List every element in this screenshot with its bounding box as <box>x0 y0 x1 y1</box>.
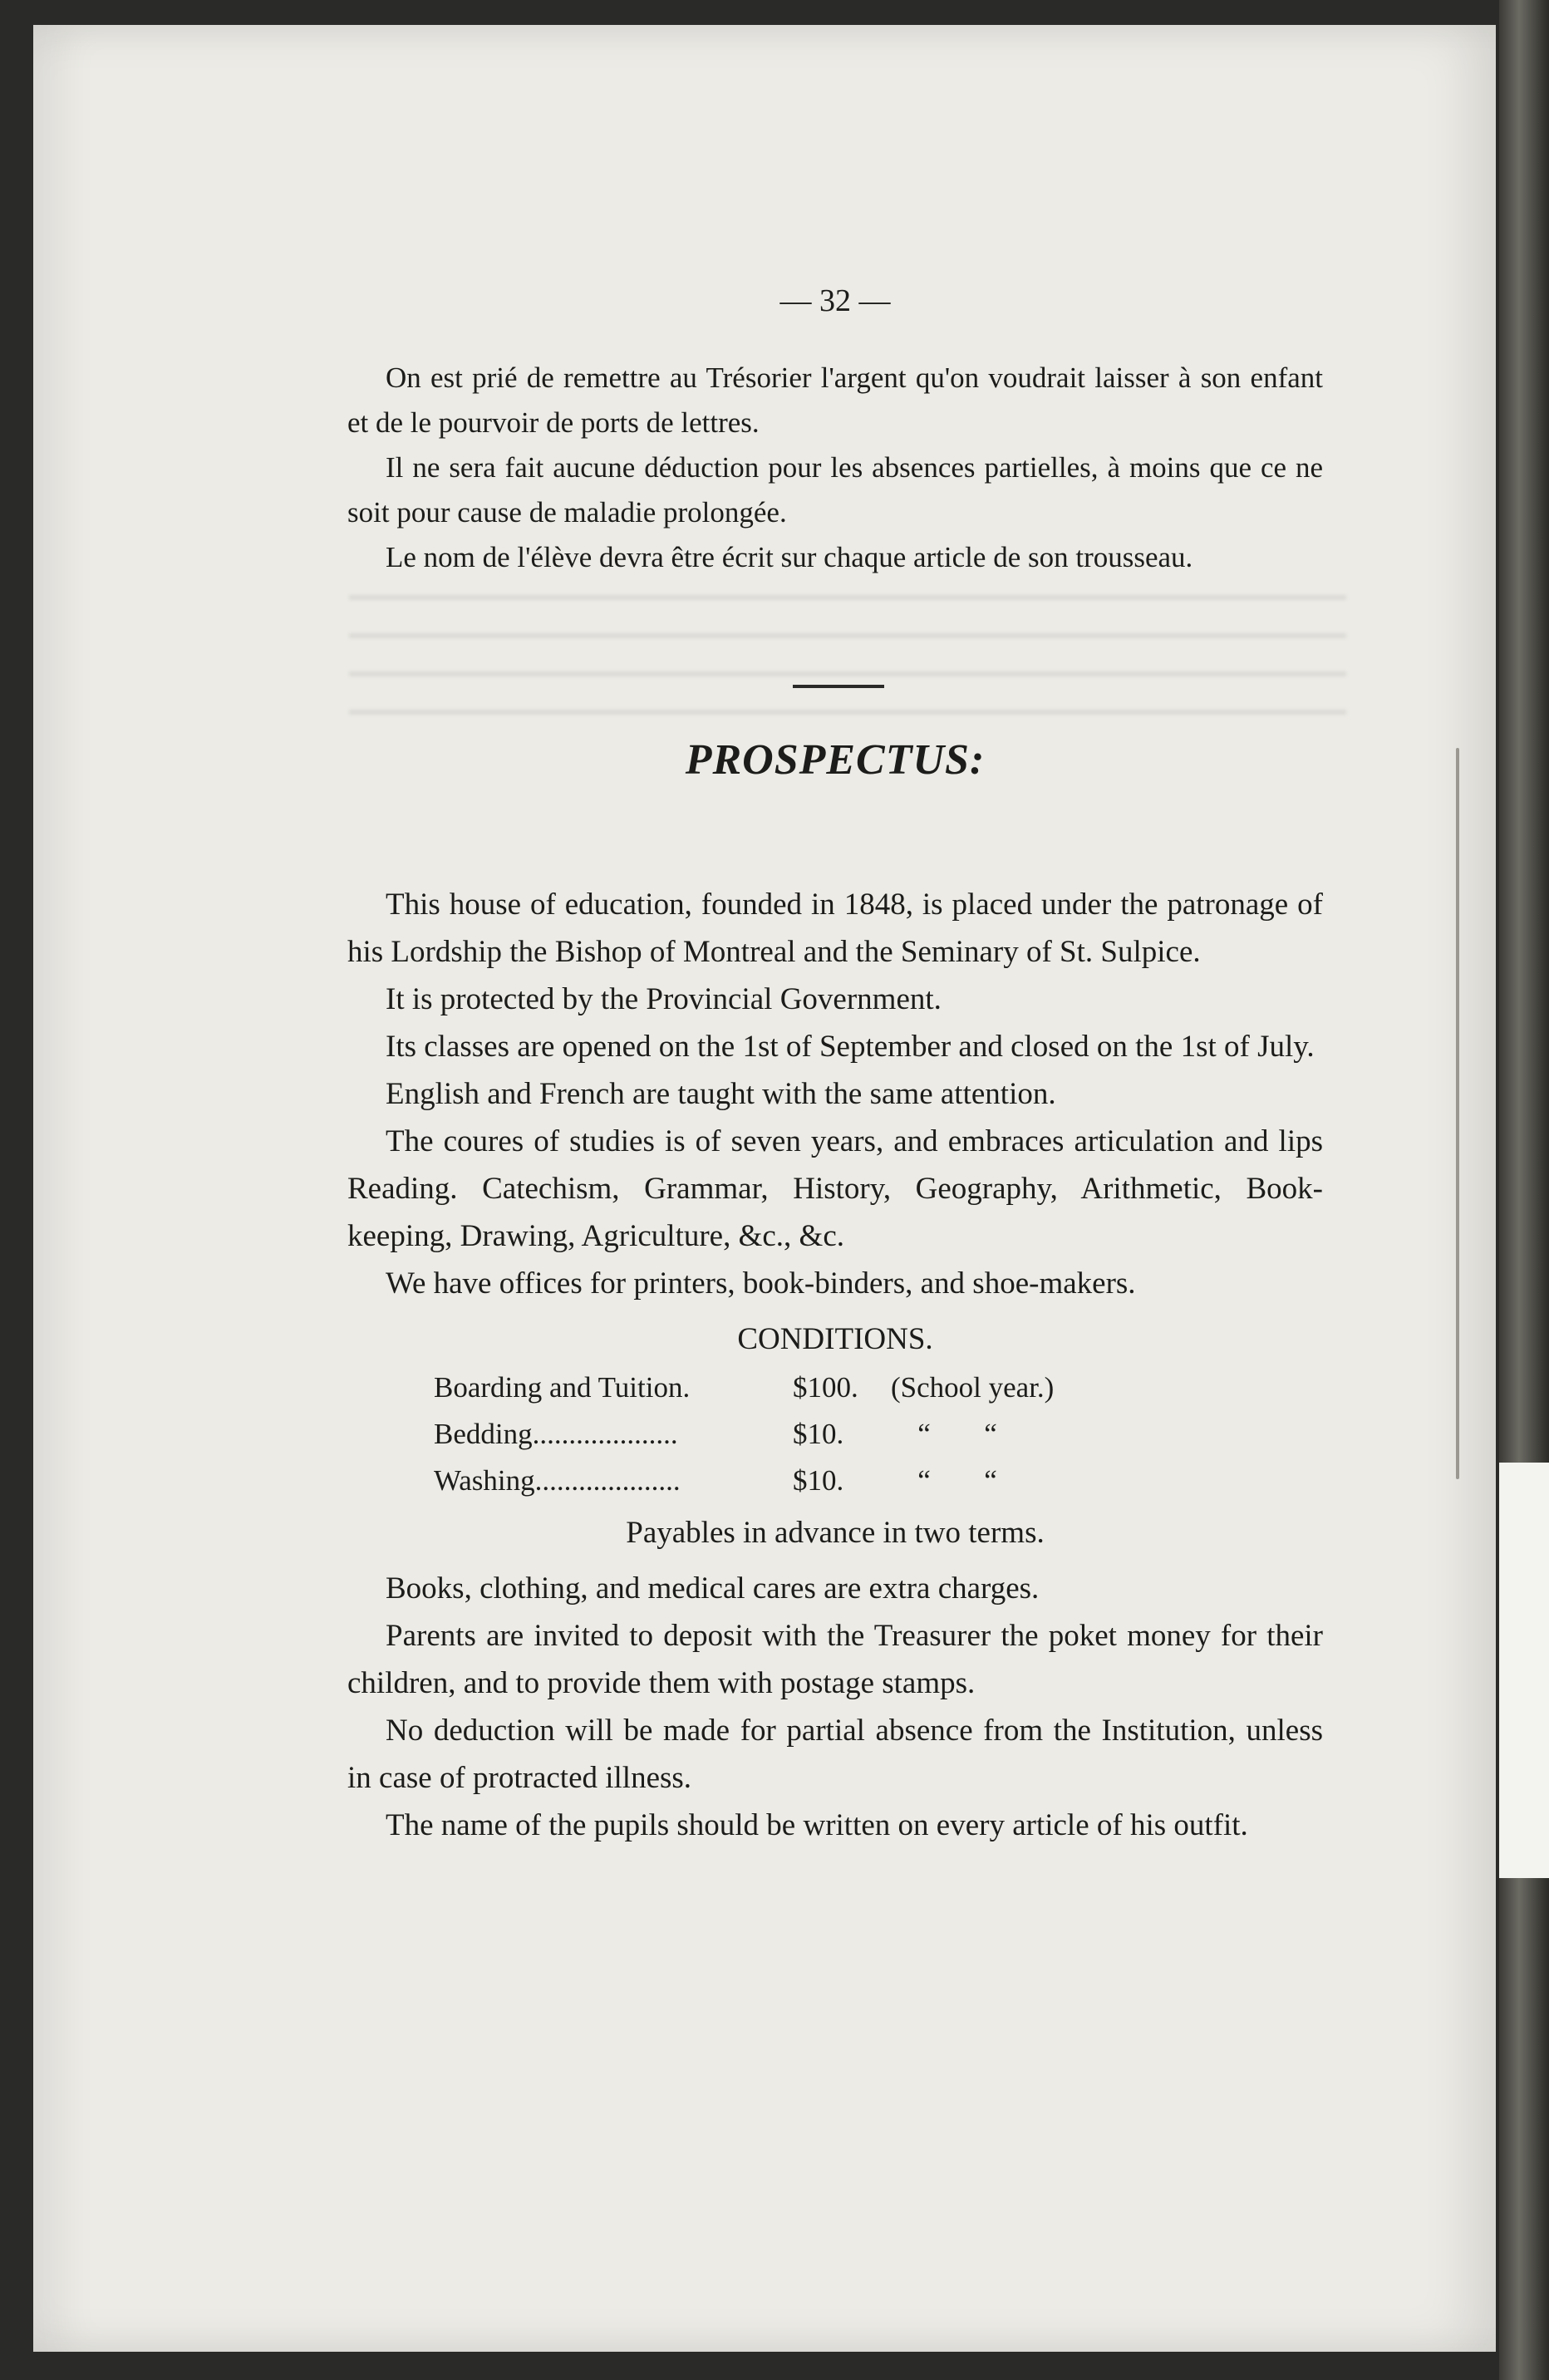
english-paragraph: Books, clothing, and medical cares are extra charges. <box>386 1571 1040 1606</box>
english-paragraph: Its classes are opened on the 1st of September and closed on the 1st of July. <box>386 1030 1315 1064</box>
english-paragraph: We have offices for printers, book-binders, and shoe-makers. <box>386 1266 1136 1301</box>
condition-price: $100. <box>793 1371 858 1404</box>
conditions-table <box>434 1365 1323 1504</box>
french-paragraph: On est prié de remettre au Trésorier l'argent qu'on voudrait laisser à son enfant et de le pourvoir de ports de lettres. <box>347 361 1323 439</box>
conditions-row <box>434 1458 1323 1504</box>
ditto-mark: “ <box>984 1418 997 1450</box>
ditto-mark: “ <box>984 1464 997 1497</box>
condition-label: Boarding and Tuition. <box>434 1371 691 1404</box>
english-paragraph: It is protected by the Provincial Government. <box>386 982 942 1016</box>
conditions-row <box>434 1365 1323 1411</box>
english-paragraph: Parents are invited to deposit with the Treasurer the poket money for their children, and to provide them with postage stamps. <box>347 1619 1323 1700</box>
condition-note: (School year.) <box>891 1371 1055 1404</box>
english-paragraph: The name of the pupils should be written on every article of his outfit. <box>386 1808 1248 1842</box>
prospectus-heading: PROSPECTUS: <box>685 736 986 784</box>
conditions-title: CONDITIONS. <box>737 1322 933 1356</box>
condition-label: Washing.................... <box>434 1464 681 1497</box>
english-paragraph: No deduction will be made for partial absence from the Institution, unless in case of protracted illness. <box>347 1714 1323 1795</box>
english-paragraph: This house of education, founded in 1848, is placed under the patronage of his Lordship the Bishop of Montreal and the Seminary of St. Sulpice. <box>347 888 1323 969</box>
conditions-row <box>434 1411 1323 1458</box>
section-divider <box>793 685 884 688</box>
condition-label: Bedding.................... <box>434 1418 678 1450</box>
english-paragraph: The coures of studies is of seven years, and embraces articulation and lips Reading. Catechism, Grammar, History, Geography, Arithmetic, Book-keeping, Drawing, Agriculture, &c., &c. <box>347 1124 1323 1253</box>
page-number: — 32 — <box>779 283 891 318</box>
page-edge-shadow <box>1499 0 1549 2380</box>
payment-terms: Payables in advance in two terms. <box>626 1516 1045 1550</box>
french-section <box>347 356 1323 580</box>
english-section <box>347 881 1323 1849</box>
french-paragraph: Le nom de l'élève devra être écrit sur chaque article de son trousseau. <box>386 541 1193 573</box>
ditto-mark: “ <box>917 1418 931 1450</box>
condition-price: $10. <box>793 1464 844 1497</box>
condition-price: $10. <box>793 1418 844 1450</box>
show-through-text <box>349 565 1346 731</box>
english-paragraph: English and French are taught with the same attention. <box>386 1077 1056 1111</box>
ditto-mark: “ <box>917 1464 931 1497</box>
french-paragraph: Il ne sera fait aucune déduction pour les absences partielles, à moins que ce ne soit pour cause de maladie prolongée. <box>347 451 1323 529</box>
binding-thread <box>1456 748 1459 1479</box>
page-edge-strip <box>1499 1463 1549 1878</box>
